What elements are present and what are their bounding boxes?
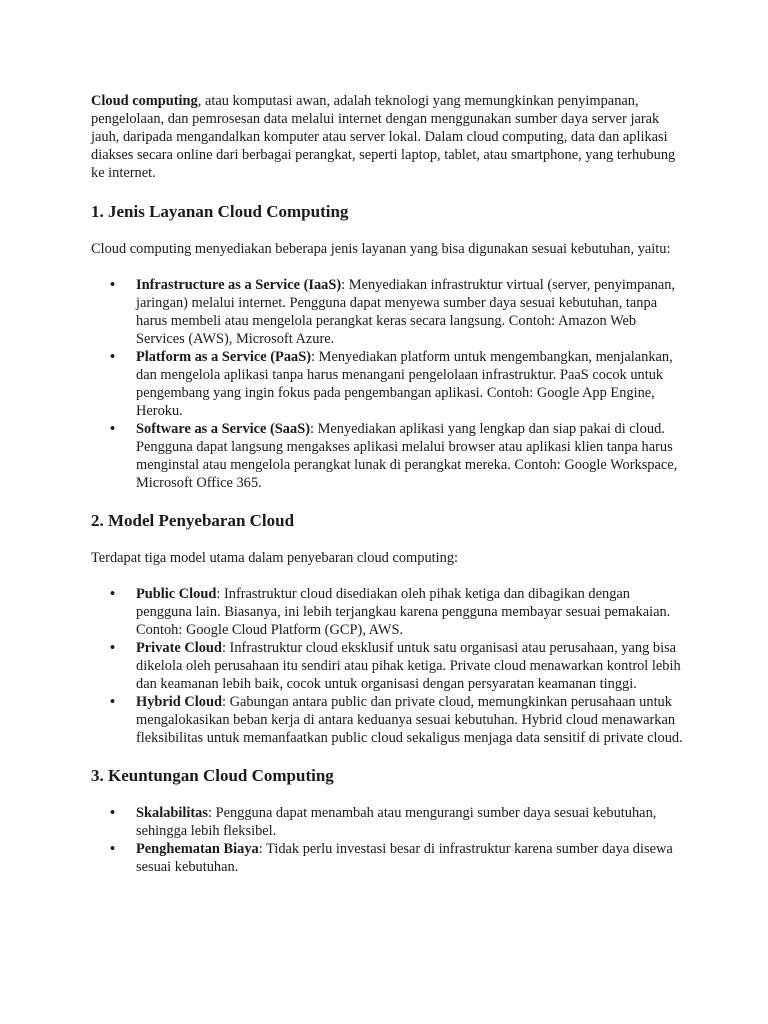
list-item-text: : Infrastruktur cloud eksklusif untuk satu organisasi atau perusahaan, yang bisa dikelola oleh perusahaan itu sendiri atau pihak ketiga. Private cloud menawarkan kontrol lebih dan keamanan lebih baik, cocok untuk organisasi dengan persyaratan keamanan tinggi. <box>136 640 681 692</box>
list-item-cost-saving <box>91 840 683 876</box>
intro-text: , atau komputasi awan, adalah teknologi yang memungkinkan penyimpanan, pengelolaan, dan pemrosesan data melalui internet dengan menggunakan sumber daya server jarak jauh, daripada mengandalkan komputer atau server lokal. Dalam cloud computing, data dan aplikasi diakses secara online dari berbagai perangkat, seperti laptop, tablet, atau smartphone, yang terhubung ke internet. <box>91 93 676 181</box>
bullet-icon: • <box>110 841 116 857</box>
list-item-hybrid-cloud <box>91 693 683 747</box>
list-item-scalability <box>91 804 683 840</box>
section-heading-service-types: 1. Jenis Layanan Cloud Computing <box>91 202 349 221</box>
list-item-term: Infrastructure as a Service (IaaS) <box>136 277 342 293</box>
bullet-icon: • <box>110 277 116 293</box>
list-item-text: : Menyediakan infrastruktur virtual (server, penyimpanan, jaringan) melalui internet. Pengguna dapat menyewa sumber daya sesuai kebutuhan, tanpa harus membeli atau mengelola perangkat keras secara langsung. Contoh: Amazon Web Services (AWS), Microsoft Azure. <box>136 277 676 347</box>
section-heading-deployment-models: 2. Model Penyebaran Cloud <box>91 511 295 530</box>
intro-paragraph <box>91 92 683 182</box>
bullet-icon: • <box>110 640 116 656</box>
list-item-term: Skalabilitas <box>136 805 208 821</box>
bullet-icon: • <box>110 349 116 365</box>
list-item-paas <box>91 348 683 420</box>
bullet-icon: • <box>110 805 116 821</box>
section-heading-benefits: 3. Keuntungan Cloud Computing <box>91 766 334 785</box>
intro-term: Cloud computing <box>91 93 198 109</box>
list-item-text: : Tidak perlu investasi besar di infrastruktur karena sumber daya disewa sesuai kebutuhan. <box>136 841 673 875</box>
list-item-text: : Gabungan antara public dan private cloud, memungkinkan perusahaan untuk mengalokasikan beban kerja di antara keduanya sesuai kebutuhan. Hybrid cloud menawarkan fleksibilitas untuk memanfaatkan public cloud sekaligus menjaga data sensitif di private cloud. <box>136 694 683 746</box>
benefits-list <box>91 804 683 876</box>
bullet-icon: • <box>110 421 116 437</box>
deployment-models-list <box>91 585 683 747</box>
list-item-public-cloud <box>91 585 683 639</box>
list-item-saas <box>91 420 683 492</box>
list-item-term: Platform as a Service (PaaS) <box>136 349 312 365</box>
service-types-list <box>91 276 683 492</box>
list-item-text: : Menyediakan aplikasi yang lengkap dan siap pakai di cloud. Pengguna dapat langsung mengakses aplikasi melalui browser atau aplikasi klien tanpa harus menginstal atau mengelola perangkat lunak di perangkat mereka. Contoh: Google Workspace, Microsoft Office 365. <box>136 421 678 491</box>
list-item-term: Penghematan Biaya <box>136 841 259 857</box>
list-item-text: : Menyediakan platform untuk mengembangkan, menjalankan, dan mengelola aplikasi tanpa harus menangani pengelolaan infrastruktur. PaaS cocok untuk pengembang yang ingin fokus pada pengembangan aplikasi. Contoh: Google App Engine, Heroku. <box>136 349 673 419</box>
bullet-icon: • <box>110 694 116 710</box>
list-item-term: Private Cloud <box>136 640 222 656</box>
list-item-text: : Pengguna dapat menambah atau mengurangi sumber daya sesuai kebutuhan, sehingga lebih fleksibel. <box>136 805 657 839</box>
document-page <box>91 92 683 894</box>
list-item-term: Public Cloud <box>136 586 217 602</box>
list-item-term: Software as a Service (SaaS) <box>136 421 310 437</box>
list-item-text: : Infrastruktur cloud disediakan oleh pihak ketiga dan dibagikan dengan pengguna lain. Biasanya, ini lebih terjangkau karena pengguna membayar sesuai pemakaian. Contoh: Google Cloud Platform (GCP), AWS. <box>136 586 671 638</box>
bullet-icon: • <box>110 586 116 602</box>
list-item-private-cloud <box>91 639 683 693</box>
list-item-term: Hybrid Cloud <box>136 694 222 710</box>
section-intro-service-types: Cloud computing menyediakan beberapa jenis layanan yang bisa digunakan sesuai kebutuhan, yaitu: <box>91 241 671 257</box>
list-item-iaas <box>91 276 683 348</box>
section-intro-deployment-models: Terdapat tiga model utama dalam penyebaran cloud computing: <box>91 550 459 566</box>
